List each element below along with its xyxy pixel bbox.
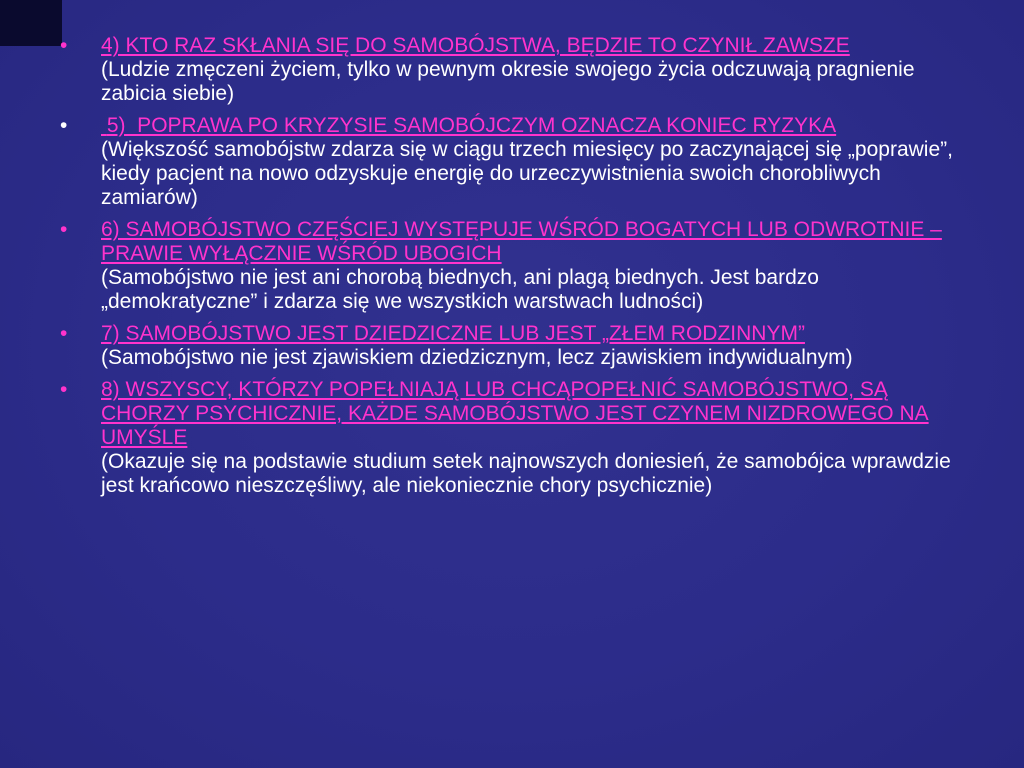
bullet-icon: • xyxy=(60,322,68,345)
slide-bullet-list xyxy=(58,34,968,506)
myth-explanation-6: (Samobójstwo nie jest ani chorobą biednych, ani plagą biednych. Jest bardzo „demokratyczne” i zdarza się we wszystkich warstwach ludności) xyxy=(101,266,819,313)
myth-heading-5[interactable]: 5) POPRAWA PO KRYZYSIE SAMOBÓJCZYM OZNACZA KONIEC RYZYKA xyxy=(101,114,837,137)
myth-heading-7[interactable]: 7) SAMOBÓJSTWO JEST DZIEDZICZNE LUB JEST „ZŁEM RODZINNYM” xyxy=(101,322,805,345)
myth-heading-4[interactable]: 4) KTO RAZ SKŁANIA SIĘ DO SAMOBÓJSTWA, BĘDZIE TO CZYNIŁ ZAWSZE xyxy=(101,34,850,57)
bullet-icon: • xyxy=(60,114,68,137)
bullet-icon: • xyxy=(60,378,68,401)
bullet-icon: • xyxy=(60,34,68,57)
myth-explanation-7: (Samobójstwo nie jest zjawiskiem dziedzicznym, lecz zjawiskiem indywidualnym) xyxy=(101,346,853,369)
myth-explanation-5: (Większość samobójstw zdarza się w ciągu trzech miesięcy po zaczynającej się „poprawie”, kiedy pacjent na nowo odzyskuje energię do urzeczywistnienia swoich chorobliwych zamiarów) xyxy=(101,138,953,209)
bullet-icon: • xyxy=(60,218,68,241)
myth-explanation-8: (Okazuje się na podstawie studium setek najnowszych doniesień, że samobójca wprawdzie jest krańcowo nieszczęśliwy, ale niekoniecznie chory psychicznie) xyxy=(101,450,951,497)
list-item-8 xyxy=(58,378,968,498)
list-item-5 xyxy=(58,114,968,210)
list-item-7 xyxy=(58,322,968,370)
myth-explanation-4: (Ludzie zmęczeni życiem, tylko w pewnym okresie swojego życia odczuwają pragnienie zabicia siebie) xyxy=(101,58,915,105)
list-item-4 xyxy=(58,34,968,106)
corner-block xyxy=(0,0,62,46)
list-item-6 xyxy=(58,218,968,314)
myth-heading-6[interactable]: 6) SAMOBÓJSTWO CZĘŚCIEJ WYSTĘPUJE WŚRÓD BOGATYCH LUB ODWROTNIE – PRAWIE WYŁĄCZNIE WŚRÓD UBOGICH xyxy=(101,218,942,265)
myth-heading-8[interactable]: 8) WSZYSCY, KTÓRZY POPEŁNIAJĄ LUB CHCĄPOPEŁNIĆ SAMOBÓJSTWO, SĄ CHORZY PSYCHICZNIE, KAŻDE SAMOBÓJSTWO JEST CZYNEM NIZDROWEGO NA UMYŚLE xyxy=(101,378,929,449)
